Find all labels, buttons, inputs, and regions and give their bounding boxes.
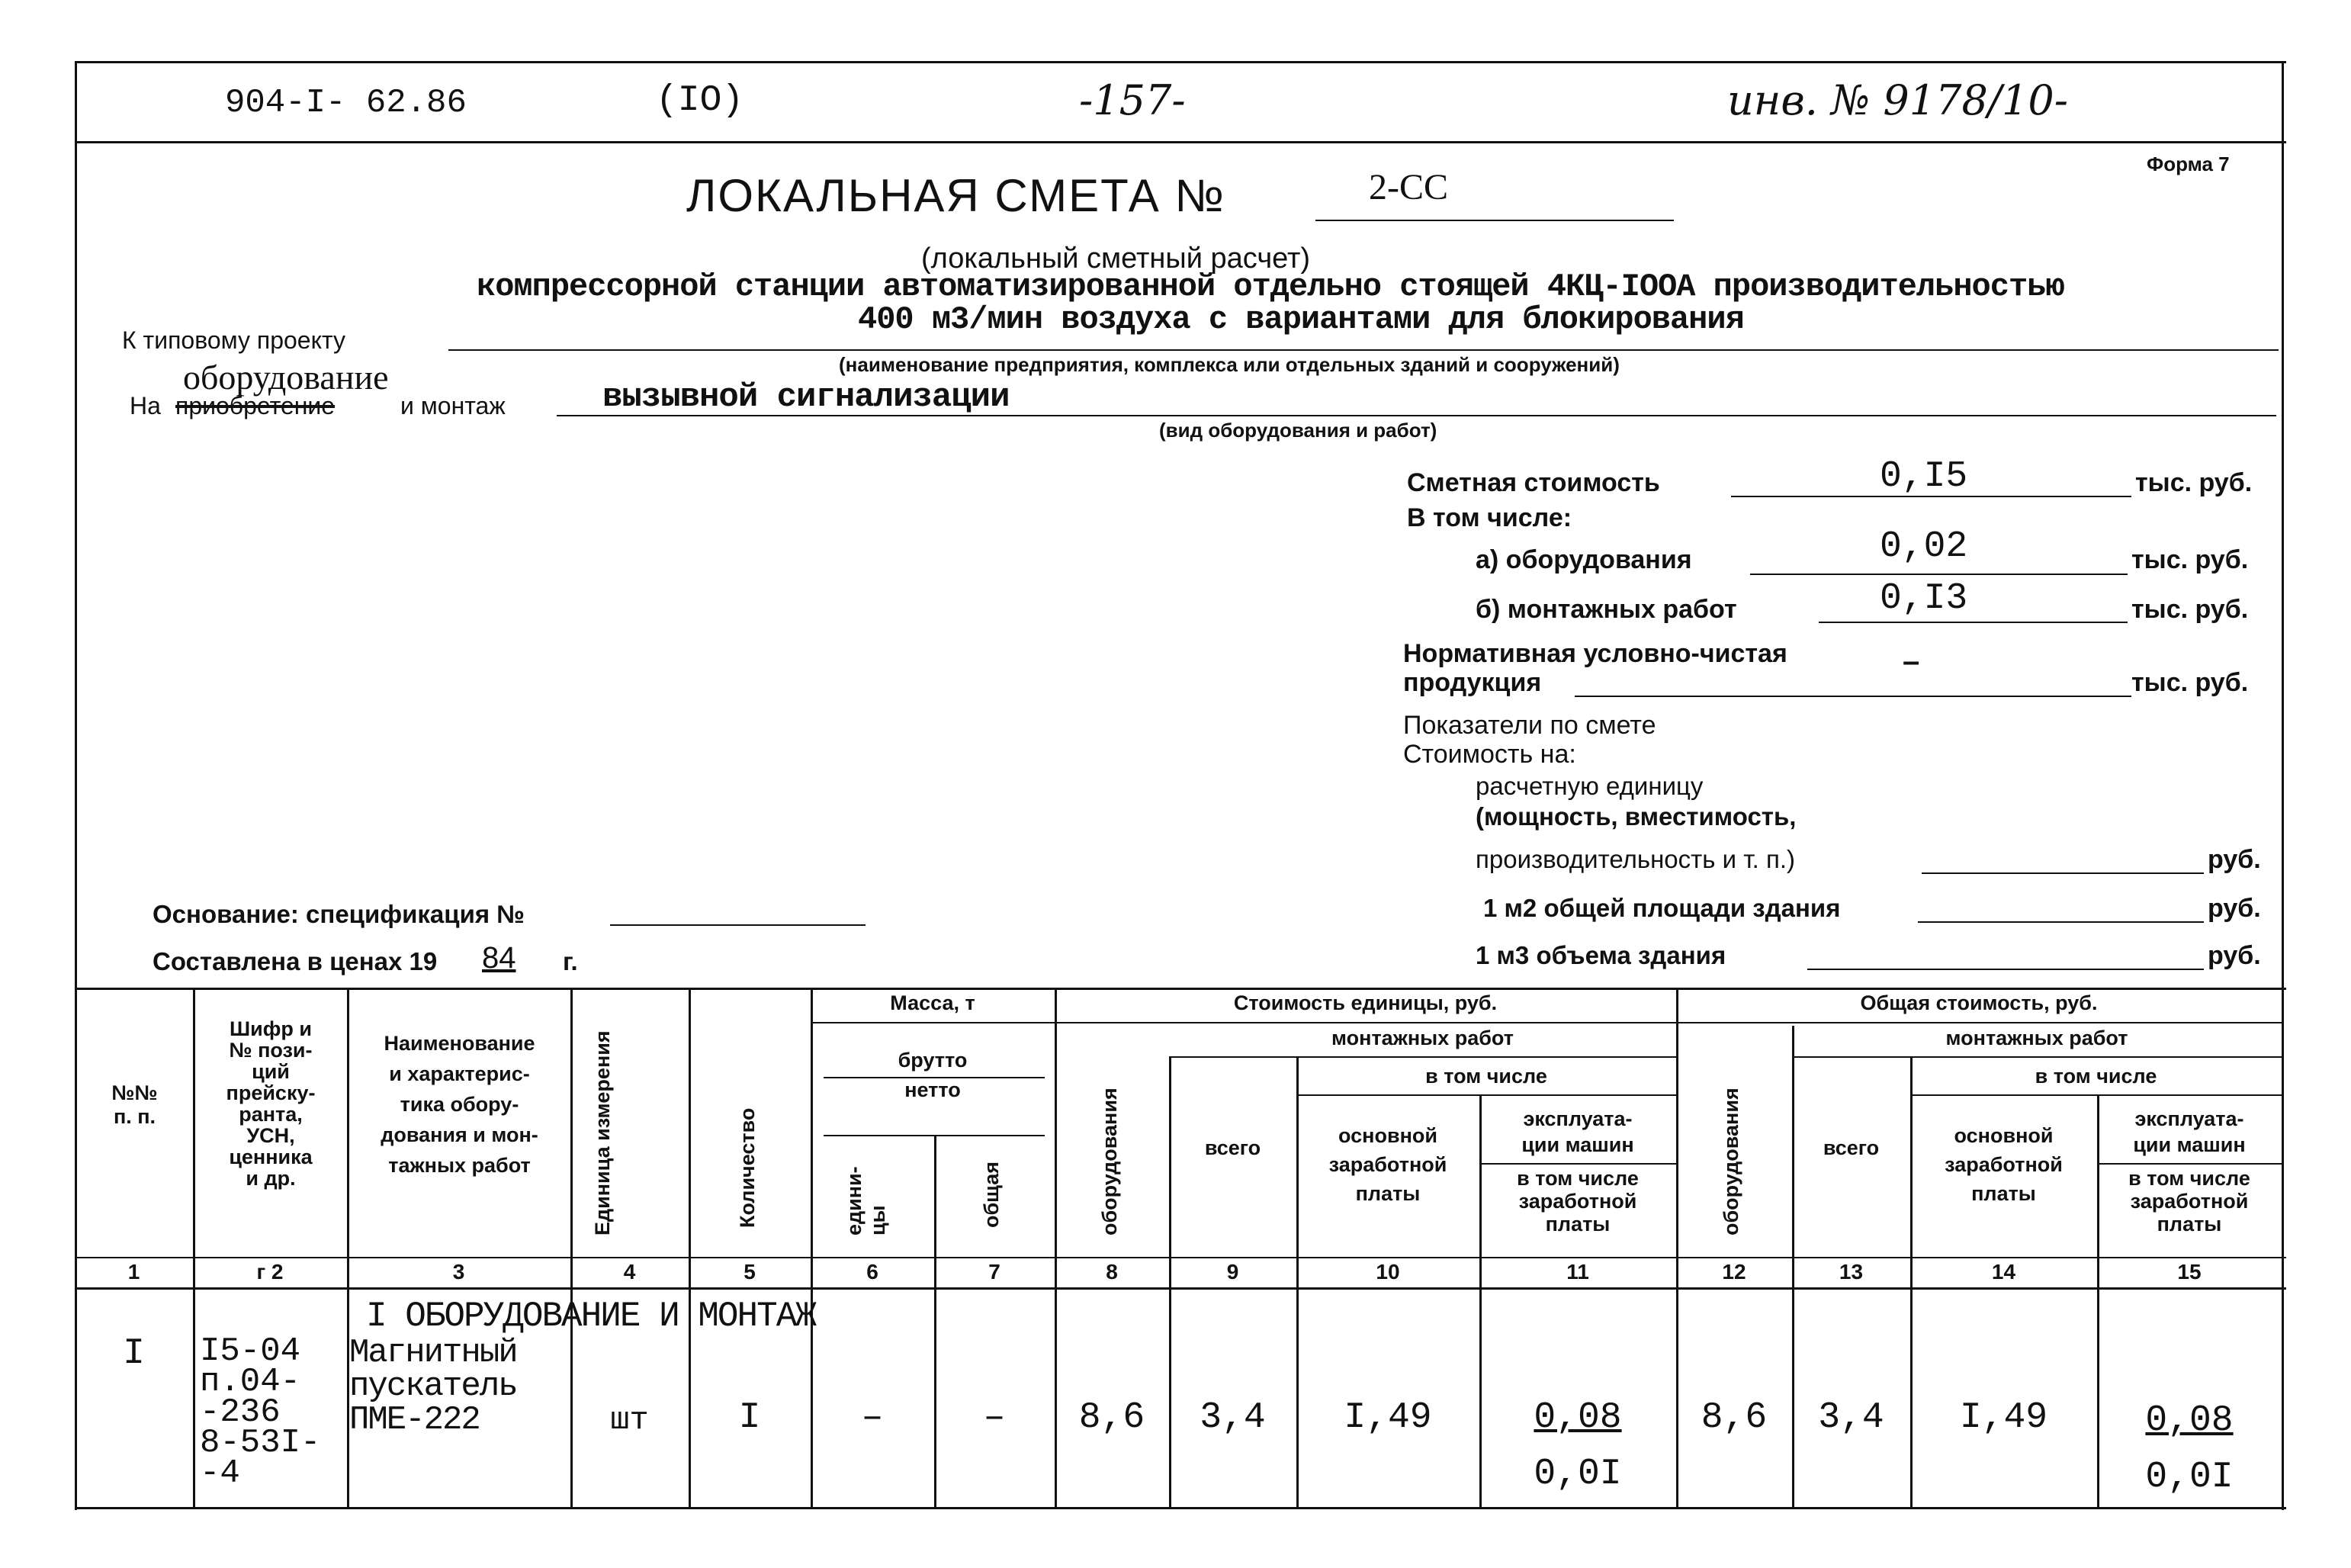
unit-machines-line [1479, 1163, 1676, 1165]
area-rub: руб. [2208, 894, 2261, 923]
unit-install-line [1169, 1056, 1676, 1058]
estimate-number-line [1315, 220, 1674, 221]
row-mass-unit: – [861, 1397, 884, 1438]
col-num-4: 4 [623, 1260, 636, 1284]
header-unit-cost: Стоимость единицы, руб. [1233, 991, 1498, 1014]
norm-unit: тыс. руб. [2131, 668, 2249, 697]
total-incl-line [1910, 1094, 2282, 1096]
row-wages: I,49 [1344, 1397, 1432, 1438]
row-machines: 0,08 [1534, 1397, 1622, 1438]
work-struck: приобретение [175, 392, 336, 419]
header-unit-equipment: оборудования [1098, 1088, 1121, 1235]
cost-equip-unit: тыс. руб. [2131, 545, 2249, 574]
norm-label-1: Нормативная условно-чистая [1403, 639, 1787, 668]
header-mass-total: общая [980, 1161, 1003, 1228]
header-netto: нетто [904, 1078, 961, 1101]
row-name: Магнитный пускатель ПМЕ-222 [349, 1334, 517, 1439]
cost-install-line [1819, 622, 2128, 623]
header-num: №№ п. п. [111, 1081, 158, 1128]
subtitle: (локальный сметный расчет) [921, 243, 1311, 275]
header-total-total: всего [1823, 1136, 1880, 1159]
table-numbers-bottom [75, 1287, 2286, 1290]
row-equip-total: 8,6 [1701, 1397, 1768, 1438]
row-machines-wages-total: 0,0I [2145, 1457, 2234, 1498]
col-num-7: 7 [988, 1260, 1000, 1284]
row-wages-total: I,49 [1959, 1397, 2048, 1438]
header-unit-install: монтажных работ [1331, 1027, 1514, 1049]
cost-incl-label: В том числе: [1407, 503, 1572, 532]
col-num-15: 15 [2177, 1260, 2202, 1284]
unit-cost-sub-line [1055, 1022, 1676, 1023]
work-over-text: оборудование [183, 358, 389, 397]
col-num-6: 6 [866, 1260, 878, 1284]
cost-total-value: 0,I5 [1880, 456, 1968, 497]
cost-equip-value: 0,02 [1880, 526, 1968, 567]
work-type-line [557, 415, 2276, 416]
total-cost-sub-line [1676, 1022, 2282, 1023]
sheet-number: (IO) [656, 80, 744, 121]
section-title: I ОБОРУДОВАНИЕ И МОНТАЖ [366, 1296, 815, 1336]
volume-rub: руб. [2208, 941, 2261, 970]
total-install-line [1792, 1056, 2282, 1058]
prices-year-suffix: г. [563, 947, 578, 975]
header-brutto: брутто [898, 1049, 968, 1072]
work-type-caption: (вид оборудования и работ) [1159, 419, 1437, 442]
calc-unit-1: расчетную единицу [1476, 772, 1704, 800]
cost-install-label: б) монтажных работ [1476, 595, 1737, 624]
header-qty: Количество [736, 1107, 759, 1228]
col-num-2: г 2 [256, 1260, 284, 1284]
row-install-total-2: 3,4 [1818, 1397, 1884, 1438]
header-mass-unit: едини-цы [843, 1166, 889, 1235]
col-num-9: 9 [1226, 1260, 1239, 1284]
calc-unit-3: производительность и т. п.) [1476, 845, 1796, 873]
work-montazh-label: и монтаж [400, 392, 506, 419]
header-unit-machines-wages: в том числе заработной платы [1517, 1167, 1639, 1235]
col-num-1: 1 [127, 1260, 140, 1284]
norm-line [1575, 696, 2131, 697]
cost-equip-line [1750, 574, 2128, 575]
col-num-3: 3 [452, 1260, 465, 1284]
row-equip: 8,6 [1078, 1397, 1145, 1438]
col-num-10: 10 [1376, 1260, 1400, 1284]
mass-sub-line [811, 1022, 1055, 1023]
header-total-machines: эксплуата- ции машин [2133, 1107, 2246, 1156]
col-num-13: 13 [1839, 1260, 1864, 1284]
work-type-value: вызывной сигнализации [602, 378, 1010, 416]
header-total-install: монтажных работ [1945, 1027, 2128, 1049]
row-machines-total: 0,08 [2145, 1400, 2234, 1441]
col-num-11: 11 [1566, 1260, 1589, 1284]
estimate-title: ЛОКАЛЬНАЯ СМЕТА № [686, 170, 1225, 221]
frame-top [75, 61, 2286, 63]
row-mass-total: – [983, 1397, 1006, 1438]
frame-right [2282, 61, 2284, 1510]
table-numbers-top [75, 1257, 2286, 1258]
calc-unit-2: (мощность, вместимость, [1476, 802, 1797, 831]
standard-project-line [448, 349, 2279, 351]
volume-label: 1 м3 объема здания [1476, 941, 1726, 969]
col-num-14: 14 [1991, 1260, 2016, 1284]
volume-line [1807, 969, 2204, 970]
calc-unit-line [1922, 872, 2204, 874]
cost-total-unit: тыс. руб. [2135, 468, 2253, 497]
norm-label-2: продукция [1403, 668, 1542, 697]
header-unit-total: всего [1204, 1136, 1261, 1159]
object-name-line1: компрессорной станции автоматизированной отдельно стоящей 4КЦ-IOOA производительностью [477, 268, 2064, 305]
row-machines-wages: 0,0I [1534, 1454, 1622, 1495]
object-name-line2: 400 м3/мин воздуха с вариантами для блокирования [858, 301, 1744, 338]
object-caption: (наименование предприятия, комплекса или отдельных зданий и сооружений) [839, 353, 1620, 376]
frame-left [75, 61, 77, 1510]
unit-incl-line [1296, 1094, 1676, 1096]
header-total-wages: основной заработной платы [1945, 1124, 2063, 1205]
area-line [1918, 921, 2204, 923]
inventory-number: инв. № 9178/10- [1727, 76, 2068, 124]
basis-line [610, 924, 866, 926]
work-na-label: На [130, 392, 161, 419]
header-divider [75, 141, 2286, 143]
table-top [75, 988, 2286, 990]
page-number: -157- [1079, 76, 1186, 124]
header-mass: Масса, т [890, 991, 975, 1014]
cost-install-unit: тыс. руб. [2131, 595, 2249, 624]
header-code: Шифр и № пози- ций прейску- ранта, УСН, ценника и др. [226, 1017, 316, 1190]
estimate-number: 2-СС [1369, 167, 1449, 207]
prices-year-value: 84 [482, 941, 516, 975]
header-unit: Единица измерения [591, 1030, 614, 1235]
header-name: Наименование и характерис- тика обору- дования и мон- тажных работ [381, 1032, 538, 1177]
indicators-label: Показатели по смете [1403, 711, 1656, 740]
standard-project-label: К типовому проекту [122, 326, 345, 354]
header-total-incl: в том числе [2035, 1065, 2157, 1088]
basis-label: Основание: спецификация № [153, 900, 525, 928]
form-label: Форма 7 [2147, 153, 2230, 175]
frame-bottom [75, 1507, 2286, 1509]
norm-value: – [1903, 644, 1920, 678]
total-machines-line [2097, 1163, 2282, 1165]
col-num-8: 8 [1106, 1260, 1118, 1284]
row-install-total: 3,4 [1200, 1397, 1266, 1438]
cost-on-label: Стоимость на: [1403, 740, 1576, 769]
header-unit-incl: в том числе [1425, 1065, 1547, 1088]
area-label: 1 м2 общей площади здания [1483, 894, 1841, 922]
prices-label: Составлена в ценах 19 [153, 947, 438, 975]
header-unit-wages: основной заработной платы [1328, 1124, 1447, 1205]
calc-unit-rub: руб. [2208, 845, 2261, 874]
header-total-machines-wages: в том числе заработной платы [2128, 1167, 2250, 1235]
cost-total-label: Сметная стоимость [1407, 468, 1660, 497]
header-total-equipment: оборудования [1720, 1088, 1742, 1235]
project-code: 904-I- 62.86 [225, 84, 467, 122]
col-num-5: 5 [744, 1260, 756, 1284]
col-num-12: 12 [1722, 1260, 1746, 1284]
cost-install-value: 0,I3 [1880, 578, 1968, 619]
header-total-cost: Общая стоимость, руб. [1860, 991, 2098, 1014]
row-code: I5-04 п.04- -236 8-53I- -4 [200, 1332, 321, 1492]
cost-equip-label: а) оборудования [1476, 545, 1692, 574]
header-unit-machines: эксплуата- ции машин [1521, 1107, 1634, 1156]
row-qty: I [738, 1397, 761, 1438]
col-line-6 [934, 1136, 936, 1507]
prices-year [482, 941, 516, 975]
row-num: I [123, 1333, 145, 1374]
row-unit: шт [610, 1402, 649, 1438]
cost-total-line [1731, 496, 2131, 497]
